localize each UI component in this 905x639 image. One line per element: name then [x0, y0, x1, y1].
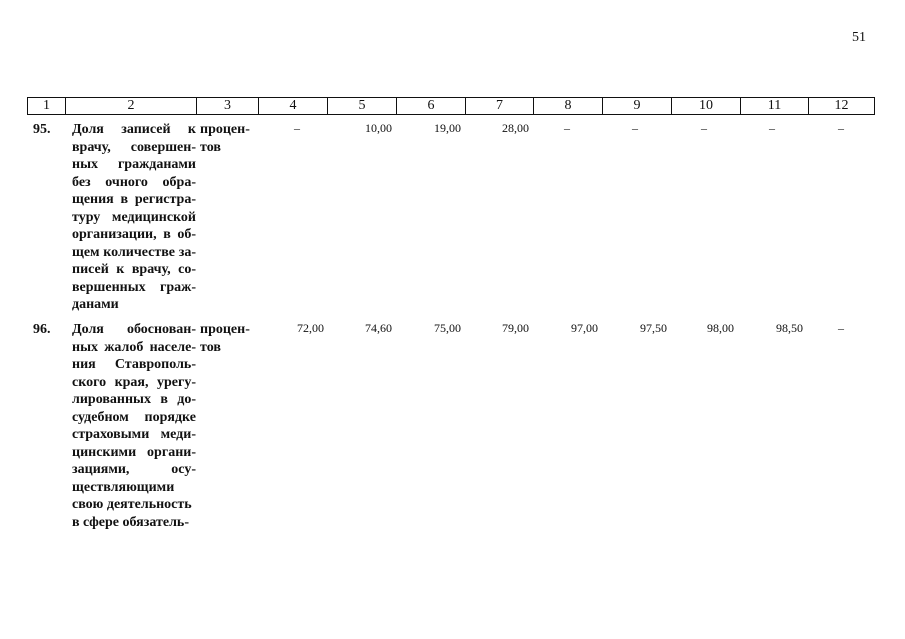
header-cell-11: 11	[741, 98, 809, 115]
value-col-7: 28,00	[502, 121, 529, 135]
value-col-4: 72,00	[297, 321, 324, 335]
indicator-name	[72, 321, 196, 531]
indicator-name-line: ществляющими	[72, 479, 175, 495]
indicator-name-line: щения в регистра-	[72, 192, 196, 207]
value-col-6: 19,00	[434, 121, 461, 135]
indicator-name-line: ных жалоб населе-	[72, 339, 196, 355]
indicator-name-line: цинскими органи-	[72, 444, 196, 460]
row-number: 95.	[33, 122, 51, 137]
indicator-name-line: ского края, урегу-	[72, 374, 196, 390]
unit-line: процен-	[200, 322, 250, 337]
column-number-header	[27, 97, 875, 115]
indicator-name-line: данами	[72, 297, 119, 312]
value-col-10: 98,00	[707, 321, 734, 335]
indicator-name-line: Доля обоснован-	[72, 322, 196, 337]
value-col-12: –	[838, 321, 844, 335]
header-cell-5: 5	[328, 98, 397, 115]
header-cell-10: 10	[672, 98, 741, 115]
value-col-11: 98,50	[776, 321, 803, 335]
indicator-name-line: свою деятельность	[72, 497, 192, 512]
indicator-name	[72, 121, 196, 314]
header-cell-8: 8	[534, 98, 603, 115]
header-cell-9: 9	[603, 98, 672, 115]
indicator-name-line: щем количестве за-	[72, 244, 196, 260]
header-cell-6: 6	[397, 98, 466, 115]
table-row-96	[0, 321, 905, 533]
value-col-9: –	[632, 121, 638, 135]
unit-line: тов	[200, 339, 221, 355]
value-col-9: 97,50	[640, 321, 667, 335]
indicator-name-line: ния Ставрополь-	[72, 357, 196, 372]
value-col-11: –	[769, 121, 775, 135]
indicator-name-line: без очного обра-	[72, 174, 196, 190]
header-cell-12: 12	[809, 98, 875, 115]
unit-line: процен-	[200, 122, 250, 137]
header-cell-3: 3	[197, 98, 259, 115]
indicator-name-line: в сфере обязатель-	[72, 514, 189, 530]
unit-line: тов	[200, 139, 221, 155]
value-col-5: 10,00	[365, 121, 392, 135]
indicator-name-line: ных гражданами	[72, 157, 196, 172]
value-col-8: –	[564, 121, 570, 135]
indicator-name-line: Доля записей к	[72, 122, 196, 137]
indicator-name-line: лированных в до-	[72, 392, 196, 407]
header-cell-7: 7	[466, 98, 534, 115]
indicator-name-line: зациями, осу-	[72, 462, 196, 477]
header-cell-1: 1	[28, 98, 66, 115]
indicator-name-line: врачу, совершен-	[72, 139, 196, 155]
indicator-name-line: туру медицинской	[72, 209, 196, 225]
value-col-7: 79,00	[502, 321, 529, 335]
value-col-12: –	[838, 121, 844, 135]
header-cell-2: 2	[66, 98, 197, 115]
indicator-name-line: организации, в об-	[72, 227, 196, 242]
page-number: 51	[852, 30, 866, 45]
value-col-8: 97,00	[571, 321, 598, 335]
indicator-name-line: писей к врачу, со-	[72, 262, 196, 277]
value-col-5: 74,60	[365, 321, 392, 335]
value-col-10: –	[701, 121, 707, 135]
table-row-95	[0, 121, 905, 316]
header-cell-4: 4	[259, 98, 328, 115]
unit-of-measure	[200, 321, 260, 356]
indicator-name-line: судебном порядке	[72, 409, 196, 425]
indicator-name-line: страховыми меди-	[72, 427, 196, 442]
row-number: 96.	[33, 322, 51, 337]
indicator-name-line: вершенных граж-	[72, 279, 196, 295]
value-col-6: 75,00	[434, 321, 461, 335]
value-col-4: –	[294, 121, 300, 135]
